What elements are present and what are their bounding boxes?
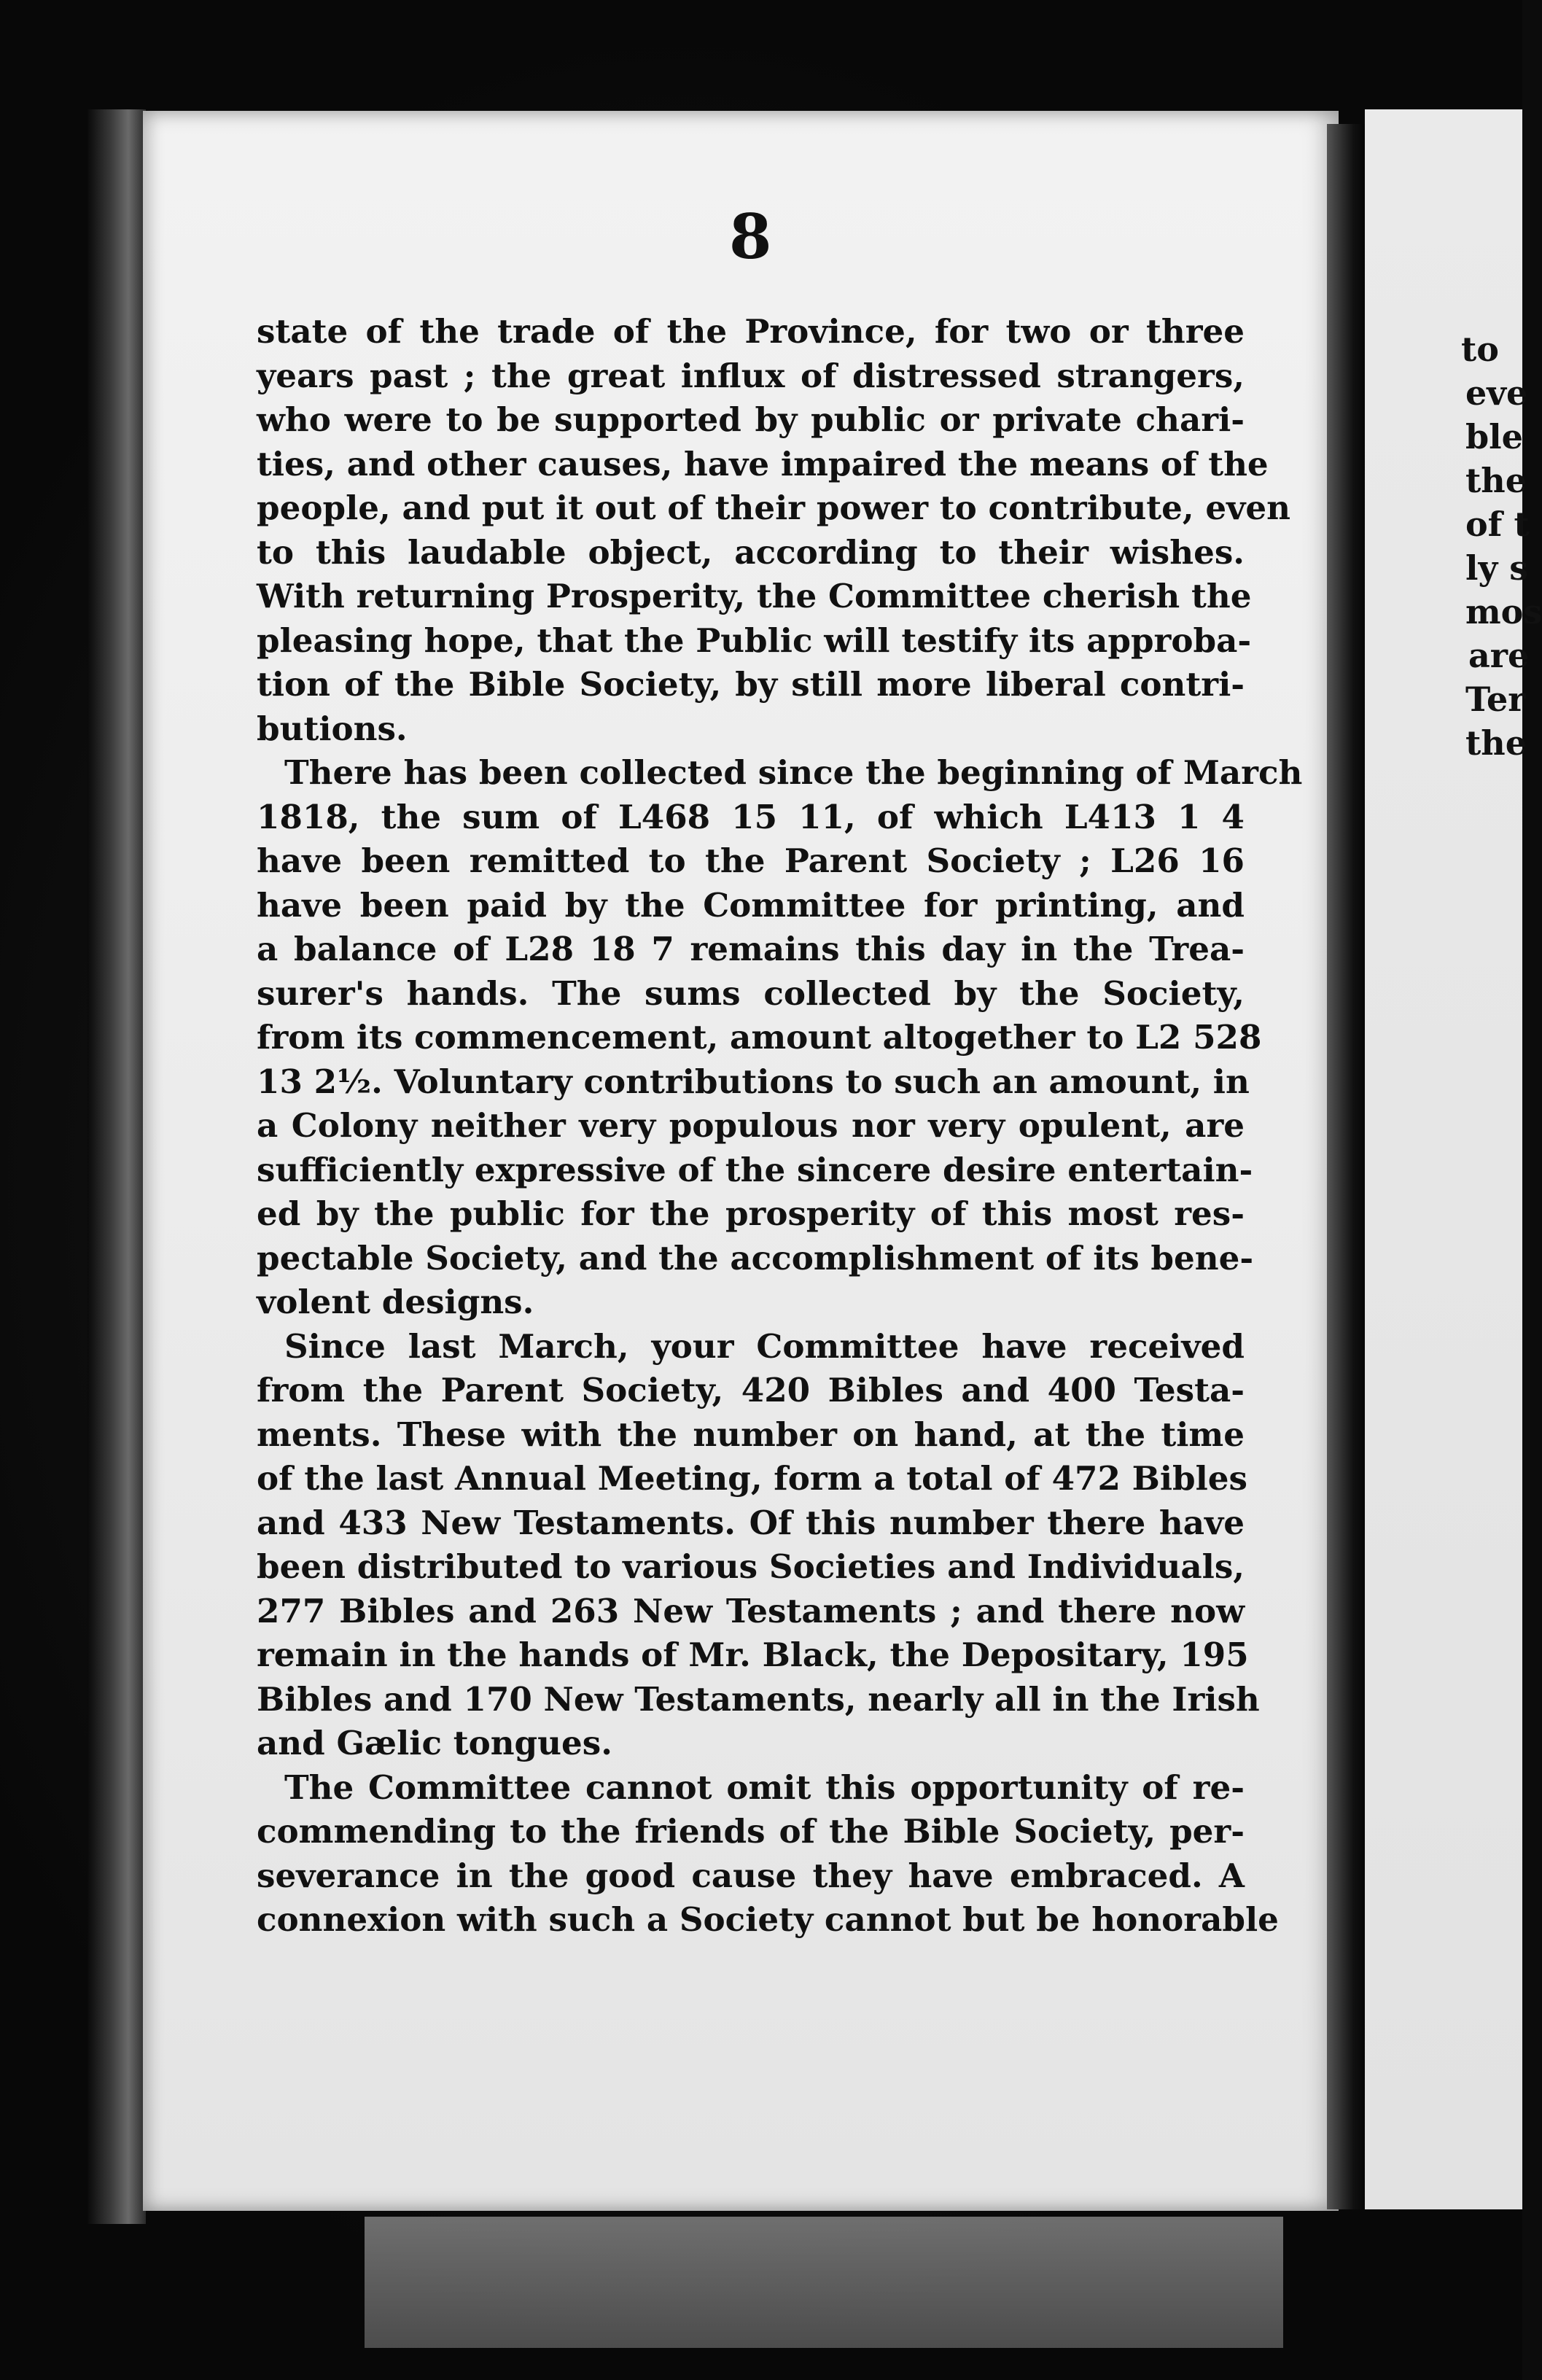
text-line: With returning Prosperity, the Committee cherish the (257, 577, 1252, 615)
adjacent-page-fragment: the (1465, 723, 1527, 763)
text-line: have been remitted to the Parent Society ; L26 16 (257, 841, 1245, 880)
text-line: years past ; the great influx of distressed strangers, (257, 356, 1245, 395)
text-line: There has been collected since the beginning of March (284, 753, 1303, 792)
text-line: ties, and other causes, have impaired the means of the (257, 444, 1269, 483)
page-number: 8 (729, 201, 772, 273)
text-line: a Colony neither very populous nor very opulent, are (257, 1106, 1245, 1145)
text-line: Bibles and 170 New Testaments, nearly all in the Irish (257, 1679, 1260, 1719)
text-line: pleasing hope, that the Public will testify its approba- (257, 621, 1252, 660)
text-line: of the last Annual Meeting, form a total of 472 Bibles (257, 1459, 1247, 1498)
adjacent-page (1365, 109, 1542, 2209)
text-line: 1818, the sum of L468 15 11, of which L413 1 4 (257, 797, 1245, 836)
text-line: Since last March, your Committee have received (284, 1326, 1245, 1366)
page-bottom-shadow (365, 2217, 1283, 2348)
book-left-edge (87, 109, 146, 2224)
text-line: commending to the friends of the Bible Society, per- (257, 1812, 1245, 1851)
text-line: to this laudable object, according to their wishes. (257, 532, 1245, 572)
text-line: and 433 New Testaments. Of this number there have (257, 1503, 1245, 1542)
text-line: a balance of L28 18 7 remains this day in the Trea- (257, 930, 1245, 968)
adjacent-page-fragment: ly s (1465, 548, 1529, 588)
body-text (257, 310, 1303, 1942)
text-line: 277 Bibles and 263 New Testaments ; and there now (257, 1591, 1245, 1630)
text-line: who were to be supported by public or private chari- (257, 400, 1245, 439)
text-line: butions. (257, 709, 408, 748)
text-line: have been paid by the Committee for printing, and (257, 885, 1245, 925)
text-line: people, and put it out of their power to contribute, even (257, 489, 1291, 527)
adjacent-page-fragment: of t (1465, 505, 1530, 544)
text-line: tion of the Bible Society, by still more liberal contri- (257, 665, 1245, 704)
adjacent-page-fragment: mos (1465, 592, 1542, 631)
text-line: pectable Society, and the accomplishment of its bene- (257, 1238, 1254, 1278)
adjacent-page-fragment: ble (1465, 417, 1523, 456)
text-line: connexion with such a Society cannot but be honorable (257, 1900, 1279, 1939)
adjacent-page-fragment: the (1465, 461, 1527, 500)
text-line: The Committee cannot omit this opportunity of re- (284, 1768, 1245, 1807)
text-line: from the Parent Society, 420 Bibles and 400 Testa- (257, 1371, 1245, 1409)
adjacent-page-fragment: to (1461, 330, 1499, 369)
text-line: state of the trade of the Province, for two or three (257, 312, 1245, 351)
book-gutter (1327, 124, 1371, 2209)
text-line: ments. These with the number on hand, at the time (257, 1415, 1245, 1454)
text-line: sufficiently expressive of the sincere desire entertain- (257, 1150, 1253, 1189)
adjacent-page-fragment: eve (1465, 373, 1528, 413)
text-line: volent designs. (257, 1283, 534, 1321)
adjacent-page-fragment: are (1468, 636, 1530, 675)
text-line: and Gælic tongues. (257, 1724, 612, 1762)
adjacent-page-fragment: Ter (1465, 680, 1526, 719)
text-line: remain in the hands of Mr. Black, the Depositary, 195 (257, 1636, 1249, 1674)
text-line: surer's hands. The sums collected by the Society, (257, 973, 1245, 1013)
text-line: 13 2½. Voluntary contributions to such an amount, in (257, 1062, 1250, 1101)
text-line: from its commencement, amount altogether to L2 528 (257, 1018, 1262, 1057)
text-line: ed by the public for the prosperity of this most res- (257, 1194, 1245, 1233)
text-line: been distributed to various Societies and Individuals, (257, 1547, 1245, 1586)
text-line: severance in the good cause they have embraced. A (257, 1856, 1245, 1895)
